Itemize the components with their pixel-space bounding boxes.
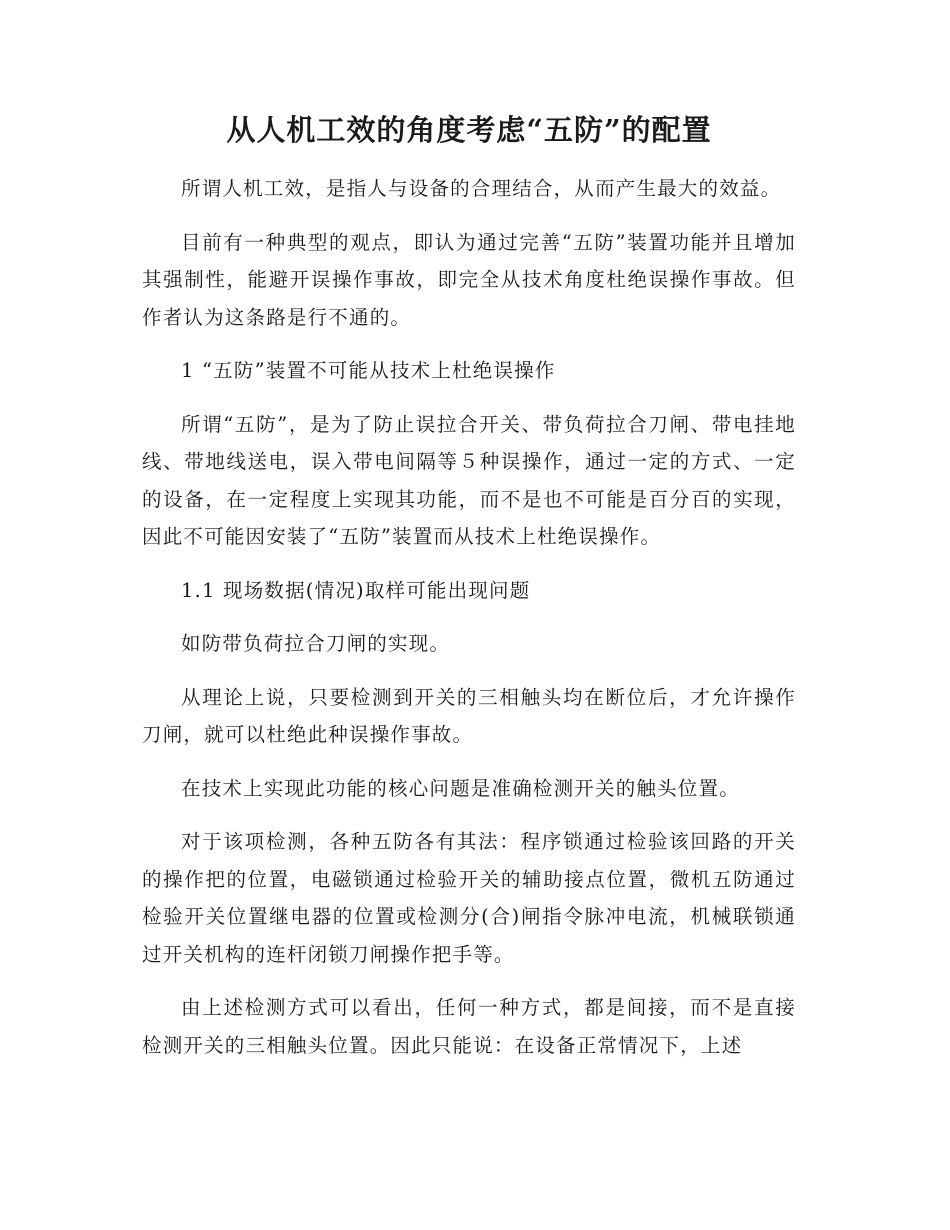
paragraph-core-issue: 在技术上实现此功能的核心问题是准确检测开关的触头位置。 <box>181 776 740 800</box>
section-heading-1-1: 1.1 现场数据(情况)取样可能出现问题 <box>181 578 531 602</box>
document-page <box>142 108 796 1080</box>
paragraph-theory: 从理论上说，只要检测到开关的三相触头均在断位后，才允许操作刀闸，就可以杜绝此种误操作事故。 <box>142 685 796 746</box>
paragraph-viewpoint: 目前有一种典型的观点，即认为通过完善“五防”装置功能并且增加其强制性，能避开误操作事故，即完全从技术角度杜绝误操作事故。但作者认为这条路是行不通的。 <box>142 230 796 329</box>
paragraph-example: 如防带负荷拉合刀闸的实现。 <box>181 632 451 655</box>
paragraph-five-prevention-definition: 所谓“五防”，是为了防止误拉合开关、带负荷拉合刀闸、带电挂地线、带地线送电，误入带电间隔等５种误操作，通过一定的方式、一定的设备，在一定程度上实现其功能，而不是也不可能是百分百的实现，因此不可能因安装了“五防”装置而从技术上杜绝误操作。 <box>142 412 796 548</box>
section-heading-1: 1 “五防”装置不可能从技术上杜绝误操作 <box>181 359 556 382</box>
document-title: 从人机工效的角度考虑“五防”的配置 <box>226 113 712 147</box>
paragraph-intro: 所谓人机工效，是指人与设备的合理结合，从而产生最大的效益。 <box>181 177 782 200</box>
paragraph-detection-methods: 对于该项检测，各种五防各有其法：程序锁通过检验该回路的开关的操作把的位置，电磁锁通过检验开关的辅助接点位置，微机五防通过检验开关位置继电器的位置或检测分(合)闸指令脉冲电流，机械联锁通过开关机构的连杆闭锁刀闸操作把手等。 <box>142 830 796 966</box>
paragraph-conclusion: 由上述检测方式可以看出，任何一种方式，都是间接，而不是直接检测开关的三相触头位置。因此只能说：在设备正常情况下，上述 <box>142 996 796 1057</box>
